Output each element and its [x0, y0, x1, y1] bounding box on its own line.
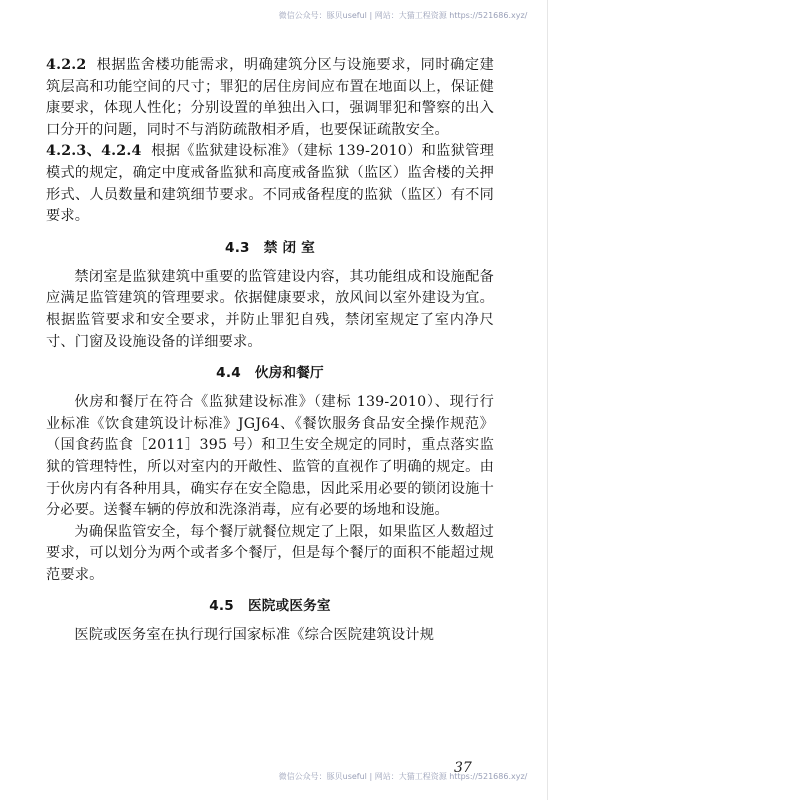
section-heading-4-5 — [46, 593, 494, 619]
section-heading-4-4 — [46, 360, 494, 386]
section-number: 4.3 — [225, 239, 250, 256]
clause-4-2-2 — [46, 55, 494, 141]
watermark-top: 微信公众号：豚贝useful | 网站：大猫工程资源 https://521686.xyz/ — [278, 11, 528, 20]
section-4-4-paragraph-2: 为确保监管安全，每个餐厅就餐位规定了上限，如果监区人数超过要求，可以划分为两个或者多个餐厅，但是每个餐厅的面积不能超过规范要求。 — [46, 523, 494, 583]
section-4-3-paragraph: 禁闭室是监狱建筑中重要的监管建设内容，其功能组成和设施配备应满足监管建筑的管理要求。依据健康要求，放风间以室外建设为宜。根据监管要求和安全要求，并防止罪犯自残，禁闭室规定了室内净尺寸、门窗及设施设备的详细要求。 — [46, 268, 494, 350]
section-title: 禁 闭 室 — [263, 239, 315, 256]
section-title: 医院或医务室 — [247, 598, 331, 615]
clause-4-2-3-4-2-4 — [46, 141, 494, 227]
page-edge-divider — [547, 0, 548, 800]
clause-text: 根据监舍楼功能需求，明确建筑分区与设施要求，同时确定建筑层高和功能空间的尺寸；罪犯的居住房间应布置在地面以上，保证健康要求，体现人性化；分别设置的单独出入口，强调罪犯和警察的出入口分开的问题，同时不与消防疏散相矛盾，也要保证疏散安全。 — [46, 57, 494, 138]
section-heading-4-3 — [46, 235, 494, 261]
clause-number: 4.2.3、4.2.4 — [46, 143, 142, 160]
section-number: 4.4 — [216, 365, 241, 382]
clause-text: 根据《监狱建设标准》（建标 139-2010）和监狱管理模式的规定，确定中度戒备监狱和高度戒备监狱（监区）监舍楼的关押形式、人员数量和建筑细节要求。不同戒备程度的监狱（监区）有不同要求。 — [46, 143, 495, 225]
section-title: 伙房和餐厅 — [254, 365, 324, 382]
section-number: 4.5 — [209, 598, 234, 615]
document-body — [46, 55, 494, 647]
section-4-4-paragraph-1: 伙房和餐厅在符合《监狱建设标准》（建标 139-2010）、现行行业标准《饮食建筑设计标准》JGJ64、《餐饮服务食品安全操作规范》（国食药监食［2011］395 号）和卫生安全规定的同时，重点落实监狱的管理特性，所以对室内的开敞性、监管的直视作了明确的规定。由于伙房内有各种用具，确实存在安全隐患，因此采用必要的锁闭设施十分必要。送餐车辆的停放和洗涤消毒，应有必要的场地和设施。 — [46, 394, 494, 519]
watermark-bottom: 微信公众号：豚贝useful | 网站：大猫工程资源 https://521686.xyz/ — [278, 772, 528, 781]
section-4-5-paragraph: 医院或医务室在执行现行国家标准《综合医院建筑设计规 — [74, 627, 435, 644]
clause-number: 4.2.2 — [46, 57, 87, 73]
page-number: 37 — [454, 760, 472, 776]
